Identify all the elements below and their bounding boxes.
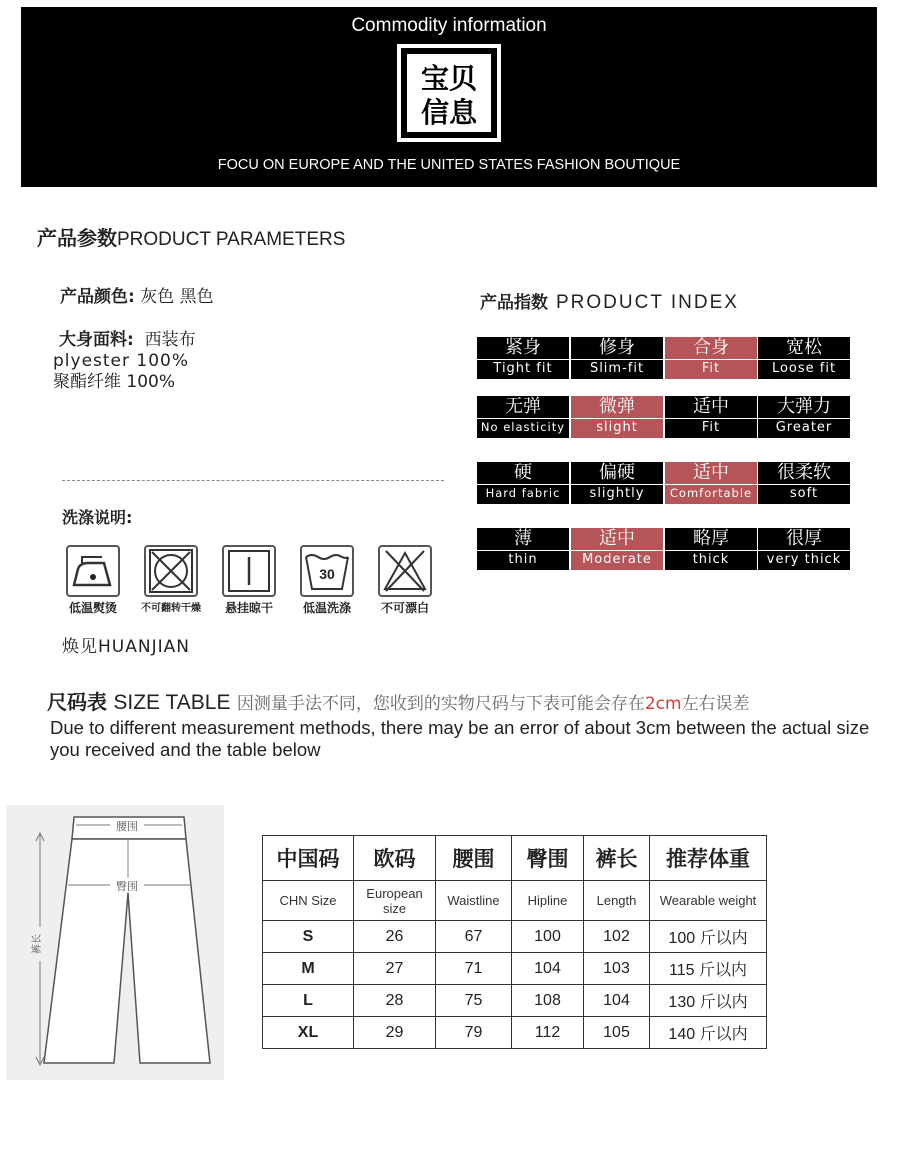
table-header-en	[263, 881, 767, 921]
index-cell-selected: 适中 Moderate	[571, 528, 663, 570]
hip-label: 臀围	[116, 880, 138, 893]
table-header-zh	[263, 836, 767, 881]
table-header-cell: 欧码	[354, 836, 436, 881]
fabric-param: 大身面料: 西装布 plyester 100% 聚酯纤维 100%	[53, 330, 196, 392]
product-parameters-heading: 产品参数PRODUCT PARAMETERS	[37, 226, 346, 250]
index-row	[477, 462, 851, 506]
pants-measurement-diagram	[6, 805, 224, 1080]
table-cell: 100	[512, 921, 584, 953]
index-cell: 很柔软 soft	[758, 462, 850, 504]
index-cell: 紧身 Tight fit	[477, 337, 569, 379]
wash-item-no-bleach: 不可漂白	[370, 545, 440, 616]
size-note-zh: 因测量手法不同，您收到的实物尺码与下表可能会存在2cm左右误差	[236, 694, 750, 714]
table-row	[263, 1017, 767, 1049]
table-cell: 67	[436, 921, 512, 953]
table-cell: 104	[584, 985, 650, 1017]
table-row	[263, 921, 767, 953]
table-cell: 130 斤以内	[650, 985, 767, 1017]
index-cell-selected: 适中 Comfortable	[665, 462, 757, 504]
table-header-cell: 中国码	[263, 836, 354, 881]
size-table	[262, 835, 767, 1049]
table-cell: 104	[512, 953, 584, 985]
no-tumble-dry-icon	[144, 545, 198, 597]
index-row	[477, 337, 851, 381]
color-param: 产品颜色: 灰色 黑色	[60, 287, 214, 307]
size-table-heading: 尺码表 SIZE TABLE 因测量手法不同，您收到的实物尺码与下表可能会存在2cm左右误差	[47, 690, 750, 714]
index-cell: 略厚 thick	[665, 528, 757, 570]
table-cell: 103	[584, 953, 650, 985]
table-cell: 108	[512, 985, 584, 1017]
table-cell: 100 斤以内	[650, 921, 767, 953]
table-cell: XL	[263, 1017, 354, 1049]
index-cell-selected: 微弹 slight	[571, 396, 663, 438]
product-index-heading: 产品指数 PRODUCT INDEX	[480, 292, 739, 313]
table-cell: 105	[584, 1017, 650, 1049]
index-row	[477, 396, 851, 440]
table-header-cell: 腰围	[436, 836, 512, 881]
commodity-info-banner	[21, 7, 877, 187]
table-row	[263, 953, 767, 985]
index-cell: 修身 Slim-fit	[571, 337, 663, 379]
index-cell: 硬 Hard fabric	[477, 462, 569, 504]
banner-title-zh: 宝贝 信息	[420, 62, 477, 129]
table-row	[263, 985, 767, 1017]
divider	[62, 480, 444, 481]
wash-item-wash30: 30 低温洗涤	[292, 545, 362, 616]
table-cell: 79	[436, 1017, 512, 1049]
table-cell: 140 斤以内	[650, 1017, 767, 1049]
banner-title-en: Commodity information	[351, 15, 547, 36]
wash-item-iron: 低温熨烫	[58, 545, 128, 616]
table-cell: 26	[354, 921, 436, 953]
table-cell: 102	[584, 921, 650, 953]
index-cell: 薄 thin	[477, 528, 569, 570]
table-subheader-cell: Hipline	[512, 881, 584, 921]
table-cell: S	[263, 921, 354, 953]
brand-name: 焕见HUANJIAN	[62, 637, 190, 657]
wash-item-hang: 悬挂晾干	[214, 545, 284, 616]
table-cell: 112	[512, 1017, 584, 1049]
wash-30-icon	[300, 545, 354, 597]
waist-label: 腰围	[116, 820, 138, 833]
table-header-cell: 臀围	[512, 836, 584, 881]
index-row	[477, 528, 851, 572]
index-cell: 无弹 No elasticity	[477, 396, 569, 438]
hang-dry-icon	[222, 545, 276, 597]
table-subheader-cell: CHN Size	[263, 881, 354, 921]
table-header-cell: 裤长	[584, 836, 650, 881]
table-cell: 29	[354, 1017, 436, 1049]
index-cell-selected: 合身 Fit	[665, 337, 757, 379]
iron-low-icon	[66, 545, 120, 597]
svg-text:30: 30	[319, 566, 335, 582]
table-subheader-cell: Wearable weight	[650, 881, 767, 921]
size-note-en: Due to different measurement methods, there may be an error of about 3cm between the actual size you received and the table below	[50, 717, 870, 760]
table-subheader-cell: Length	[584, 881, 650, 921]
banner-zh-box	[397, 44, 501, 142]
washing-icons	[58, 545, 438, 625]
banner-slogan: FOCU ON EUROPE AND THE UNITED STATES FASHION BOUTIQUE	[217, 157, 681, 173]
table-subheader-cell: European size	[354, 881, 436, 921]
index-cell: 偏硬 slightly	[571, 462, 663, 504]
table-cell: 115 斤以内	[650, 953, 767, 985]
no-bleach-icon	[378, 545, 432, 597]
table-header-cell: 推荐体重	[650, 836, 767, 881]
table-cell: L	[263, 985, 354, 1017]
table-cell: 28	[354, 985, 436, 1017]
length-label: 裤长	[32, 934, 43, 954]
washing-heading: 洗涤说明:	[62, 508, 133, 527]
index-cell: 大弹力 Greater	[758, 396, 850, 438]
index-cell: 适中 Fit	[665, 396, 757, 438]
table-cell: 75	[436, 985, 512, 1017]
wash-item-no-tumble: 不可翻转干燥	[136, 545, 206, 614]
table-cell: 71	[436, 953, 512, 985]
table-subheader-cell: Waistline	[436, 881, 512, 921]
table-cell: M	[263, 953, 354, 985]
table-cell: 27	[354, 953, 436, 985]
index-cell: 很厚 very thick	[758, 528, 850, 570]
index-cell: 宽松 Loose fit	[758, 337, 850, 379]
